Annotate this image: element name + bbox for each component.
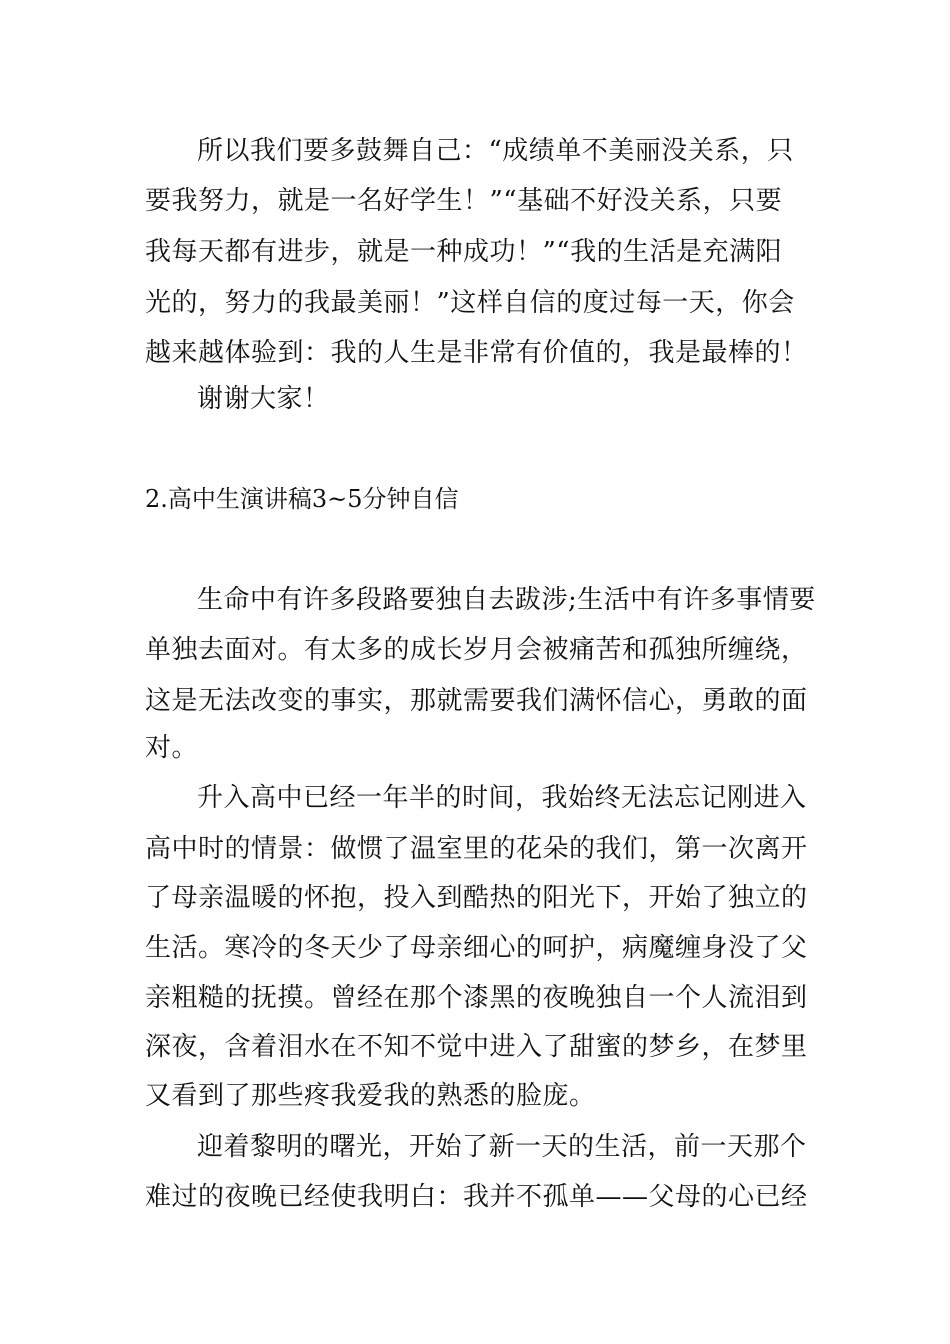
paragraph-line: 升入高中已经一年半的时间，我始终无法忘记刚进入 — [197, 783, 807, 813]
paragraph-line: 单独去面对。有太多的成长岁月会被痛苦和孤独所缠绕， — [145, 635, 808, 665]
paragraph-line: 光的，努力的我最美丽！”这样自信的度过每一天，你会 — [145, 288, 795, 318]
paragraph-line: 深夜，含着泪水在不知不觉中进入了甜蜜的梦乡，在梦里 — [145, 1032, 808, 1062]
closing-line: 谢谢大家！ — [197, 384, 330, 414]
section-heading: 2.高中生演讲稿3~5分钟自信 — [145, 485, 459, 513]
paragraph-line: 亲粗糙的抚摸。曾经在那个漆黑的夜晚独自一个人流泪到 — [145, 983, 808, 1013]
paragraph-line: 生活。寒冷的冬天少了母亲细心的呵护，病魔缠身没了父 — [145, 933, 808, 963]
paragraph-line: 所以我们要多鼓舞自己：“成绩单不美丽没关系，只 — [197, 136, 794, 166]
paragraph-line: 要我努力，就是一名好学生！”“基础不好没关系，只要 — [145, 186, 783, 216]
paragraph-line: 生命中有许多段路要独自去跋涉;生活中有许多事情要 — [197, 585, 816, 615]
paragraph-line: 越来越体验到：我的人生是非常有价值的，我是最棒的！ — [145, 338, 808, 368]
paragraph-line: 这是无法改变的事实，那就需要我们满怀信心，勇敢的面 — [145, 686, 808, 716]
paragraph-line: 了母亲温暖的怀抱，投入到酷热的阳光下，开始了独立的 — [145, 883, 808, 913]
paragraph-line: 对。 — [145, 733, 199, 763]
paragraph-line: 我每天都有进步，就是一种成功！”“我的生活是充满阳 — [145, 237, 783, 267]
paragraph-line: 难过的夜晚已经使我明白：我并不孤单——父母的心已经 — [145, 1182, 808, 1212]
paragraph-line: 迎着黎明的曙光，开始了新一天的生活，前一天那个 — [197, 1132, 807, 1162]
paragraph-line: 高中时的情景：做惯了温室里的花朵的我们，第一次离开 — [145, 834, 808, 864]
paragraph-line: 又看到了那些疼我爱我的熟悉的脸庞。 — [145, 1081, 596, 1111]
